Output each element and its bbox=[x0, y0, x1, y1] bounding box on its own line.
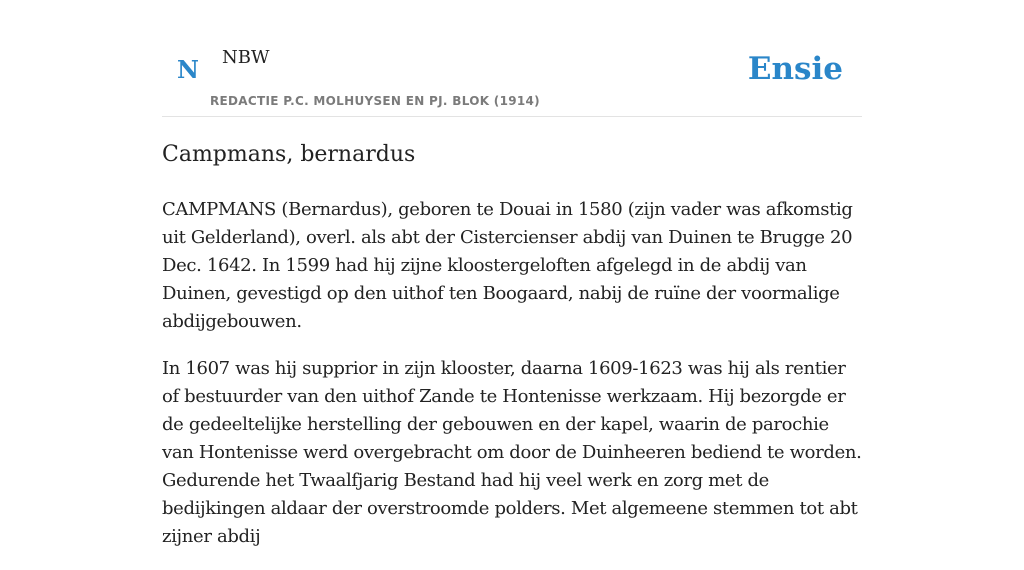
article-paragraph: In 1607 was hij supprior in zijn klooster, daarna 1609-1623 was hij als rentier of bestuurder van den uithof Zande te Hontenisse werkzaam. Hij bezorgde er de gedeeltelijke herstelling der gebouwen en der kapel, waarin de parochie van Hontenisse werd overgebracht om door de Duinheeren bediend te worden. Gedurende het Twaalfjarig Bestand had hij veel werk en zorg met de bedijkingen aldaar der overstroomde polders. Met algemeene stemmen tot abt zijner abdij bbox=[162, 358, 862, 547]
article-title: Campmans, bernardus bbox=[162, 142, 416, 167]
article bbox=[162, 136, 862, 570]
work-editors-subtitle: REDACTIE P.C. MOLHUYSEN EN PJ. BLOK (1914) bbox=[210, 94, 540, 108]
article-paragraph: CAMPMANS (Bernardus), geboren te Douai in 1580 (zijn vader was afkomstig uit Gelderland), overl. als abt der Cistercienser abdij van Duinen te Brugge 20 Dec. 1642. In 1599 had hij zijne kloostergeloften afgelegd in de abdij van Duinen, gevestigd op den uithof ten Boogaard, nabij de ruïne der voormalige abdijgebouwen. bbox=[162, 199, 853, 332]
work-title[interactable]: NBW bbox=[222, 47, 270, 68]
work-logo-letter[interactable]: N bbox=[177, 55, 199, 84]
ensie-logo-link[interactable]: Ensie bbox=[747, 51, 843, 87]
header bbox=[162, 0, 862, 117]
